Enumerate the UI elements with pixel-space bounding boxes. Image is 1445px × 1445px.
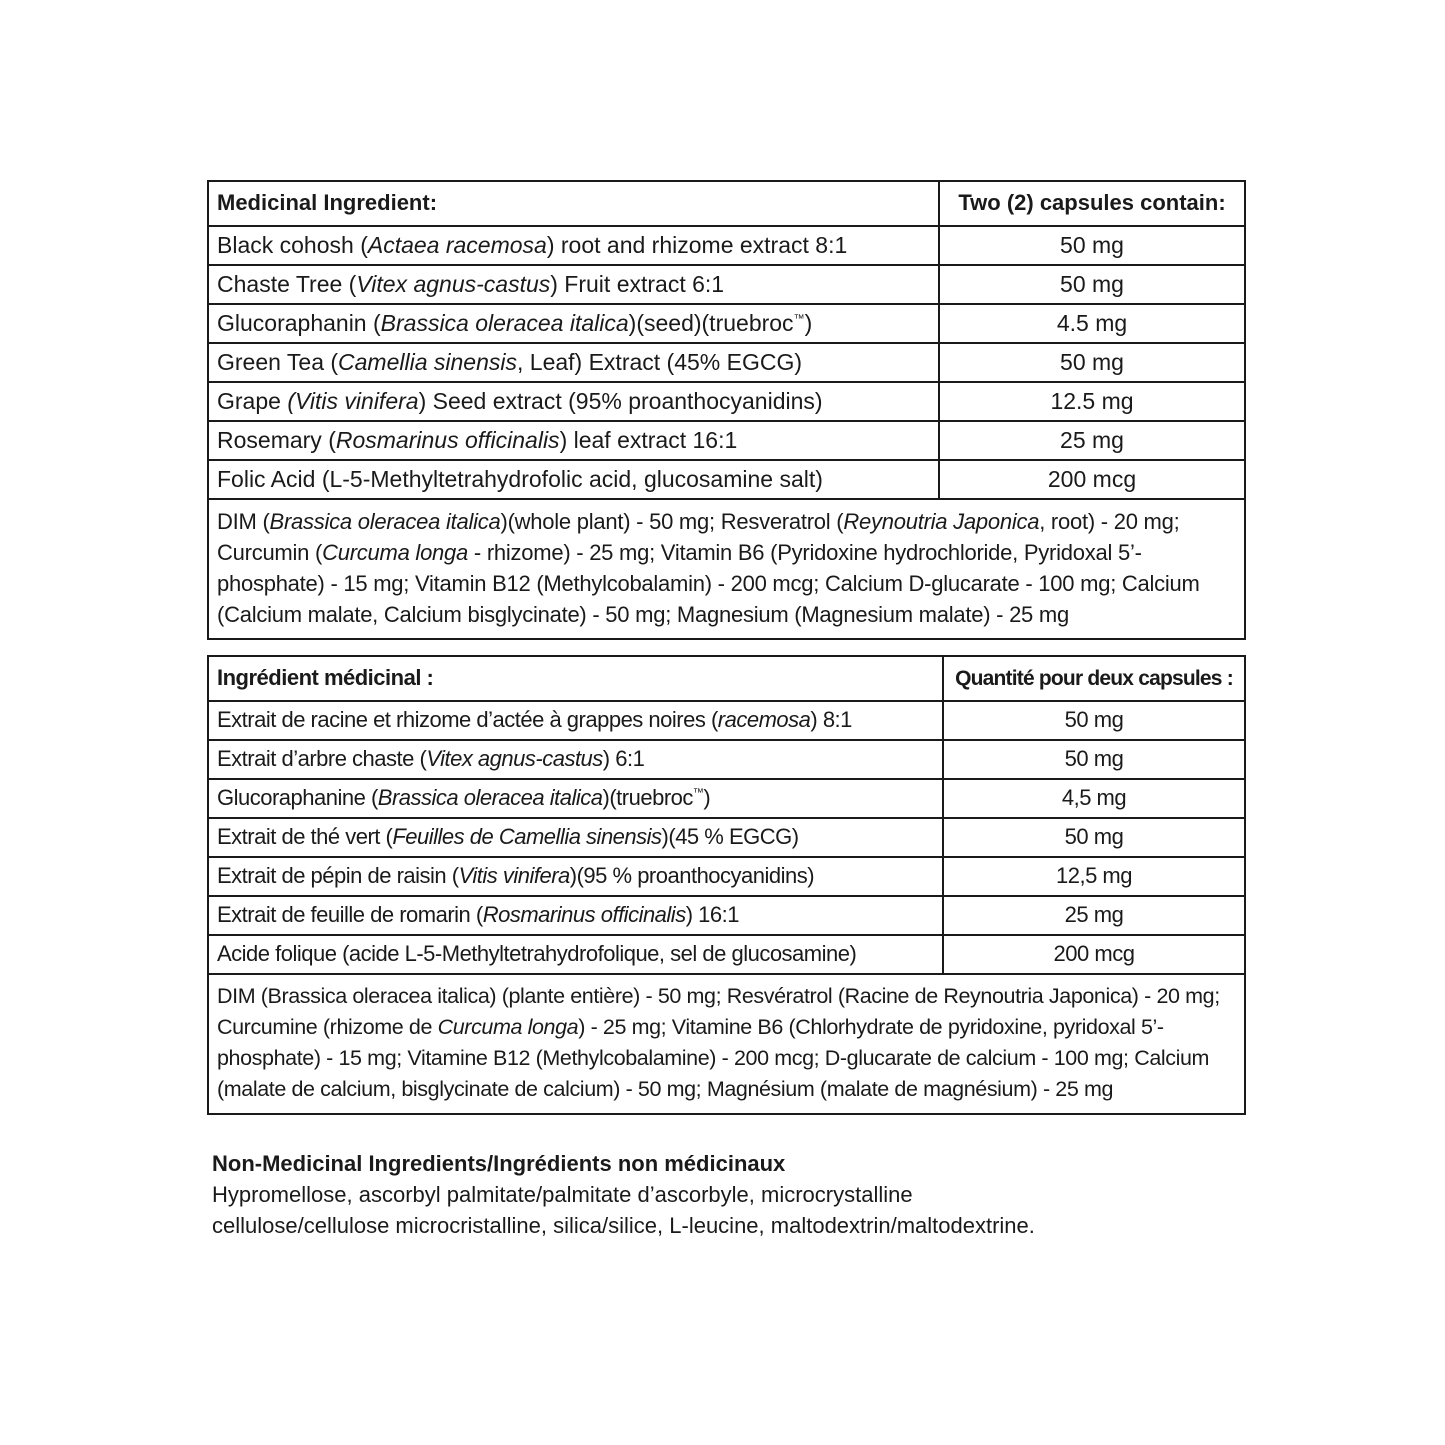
table-row xyxy=(208,740,1245,779)
non-medicinal-ingredients-title: Non-Medicinal Ingredients/Ingrédients non médicinaux xyxy=(212,1151,786,1176)
ingredient-amount: 50 mg xyxy=(943,701,1245,740)
table-row xyxy=(208,226,1245,265)
ingredient-amount: 25 mg xyxy=(943,896,1245,935)
table-row xyxy=(208,779,1245,818)
ingredient-column-header: Ingrédient médicinal : xyxy=(208,656,943,701)
ingredient-amount: 4.5 mg xyxy=(939,304,1245,343)
ingredient-name: Extrait de racine et rhizome d’actée à grappes noires (racemosa) 8:1 xyxy=(208,701,943,740)
table-row xyxy=(208,857,1245,896)
ingredient-amount: 25 mg xyxy=(939,421,1245,460)
table-row xyxy=(208,701,1245,740)
table-row xyxy=(208,265,1245,304)
ingredient-name: Rosemary (Rosmarinus officinalis) leaf extract 16:1 xyxy=(208,421,939,460)
ingredient-amount: 50 mg xyxy=(943,740,1245,779)
non-medicinal-ingredients-text: Hypromellose, ascorbyl palmitate/palmitate d’ascorbyle, microcrystalline cellulose/cellulose microcristalline, silica/silice, L-leucine, maltodextrin/maltodextrine. xyxy=(212,1182,1035,1238)
ingredient-name: Grape (Vitis vinifera) Seed extract (95% proanthocyanidins) xyxy=(208,382,939,421)
ingredient-amount: 4,5 mg xyxy=(943,779,1245,818)
ingredient-name: Chaste Tree (Vitex agnus-castus) Fruit extract 6:1 xyxy=(208,265,939,304)
ingredient-name: Glucoraphanine (Brassica oleracea italica)(truebroc™) xyxy=(208,779,943,818)
amount-column-header: Quantité pour deux capsules : xyxy=(943,656,1245,701)
medicinal-ingredients-table-french xyxy=(207,655,1246,1115)
ingredient-amount: 50 mg xyxy=(939,226,1245,265)
ingredient-name: Folic Acid (L-5-Methyltetrahydrofolic acid, glucosamine salt) xyxy=(208,460,939,499)
additional-ingredients-text: DIM (Brassica oleracea italica) (plante entière) - 50 mg; Resvératrol (Racine de Reynoutria Japonica) - 20 mg; Curcumine (rhizome de Curcuma longa) - 25 mg; Vitamine B6 (Chlorhydrate de pyridoxine, pyridoxal 5’-phosphate) - 15 mg; Vitamine B12 (Methylcobalamine) - 200 mcg; D-glucarate de calcium - 100 mg; Calcium (malate de calcium, bisglycinate de calcium) - 50 mg; Magnésium (malate de magnésium) - 25 mg xyxy=(208,974,1245,1114)
ingredient-name: Extrait de thé vert (Feuilles de Camellia sinensis)(45 % EGCG) xyxy=(208,818,943,857)
additional-ingredients-text: DIM (Brassica oleracea italica)(whole plant) - 50 mg; Resveratrol (Reynoutria Japonica, root) - 20 mg; Curcumin (Curcuma longa - rhizome) - 25 mg; Vitamin B6 (Pyridoxine hydrochloride, Pyridoxal 5’-phosphate) - 15 mg; Vitamin B12 (Methylcobalamin) - 200 mcg; Calcium D-glucarate - 100 mg; Calcium (Calcium malate, Calcium bisglycinate) - 50 mg; Magnesium (Magnesium malate) - 25 mg xyxy=(208,499,1245,639)
ingredient-amount: 50 mg xyxy=(939,265,1245,304)
table-row xyxy=(208,421,1245,460)
additional-ingredients-row xyxy=(208,974,1245,1114)
table-row xyxy=(208,382,1245,421)
trademark-symbol: ™ xyxy=(793,312,805,325)
additional-ingredients-row xyxy=(208,499,1245,639)
ingredient-amount: 50 mg xyxy=(939,343,1245,382)
ingredient-column-header: Medicinal Ingredient: xyxy=(208,181,939,226)
ingredient-name: Green Tea (Camellia sinensis, Leaf) Extract (45% EGCG) xyxy=(208,343,939,382)
table-row xyxy=(208,818,1245,857)
ingredient-amount: 200 mcg xyxy=(939,460,1245,499)
ingredient-name: Acide folique (acide L-5-Methyltetrahydrofolique, sel de glucosamine) xyxy=(208,935,943,974)
ingredient-amount: 50 mg xyxy=(943,818,1245,857)
table-header-row xyxy=(208,656,1245,701)
ingredient-amount: 200 mcg xyxy=(943,935,1245,974)
medicinal-ingredients-table-english xyxy=(207,180,1246,640)
ingredient-name: Extrait de feuille de romarin (Rosmarinus officinalis) 16:1 xyxy=(208,896,943,935)
table-row xyxy=(208,343,1245,382)
table-row xyxy=(208,896,1245,935)
amount-column-header: Two (2) capsules contain: xyxy=(939,181,1245,226)
non-medicinal-ingredients-section xyxy=(212,1148,1092,1241)
ingredient-name: Black cohosh (Actaea racemosa) root and rhizome extract 8:1 xyxy=(208,226,939,265)
trademark-symbol: ™ xyxy=(692,787,704,800)
table-row xyxy=(208,460,1245,499)
ingredient-name: Extrait d’arbre chaste (Vitex agnus-castus) 6:1 xyxy=(208,740,943,779)
ingredient-amount: 12,5 mg xyxy=(943,857,1245,896)
ingredient-name: Glucoraphanin (Brassica oleracea italica)(seed)(truebroc™) xyxy=(208,304,939,343)
table-row xyxy=(208,935,1245,974)
table-header-row xyxy=(208,181,1245,226)
ingredient-name: Extrait de pépin de raisin (Vitis vinifera)(95 % proanthocyanidins) xyxy=(208,857,943,896)
ingredient-amount: 12.5 mg xyxy=(939,382,1245,421)
table-row xyxy=(208,304,1245,343)
